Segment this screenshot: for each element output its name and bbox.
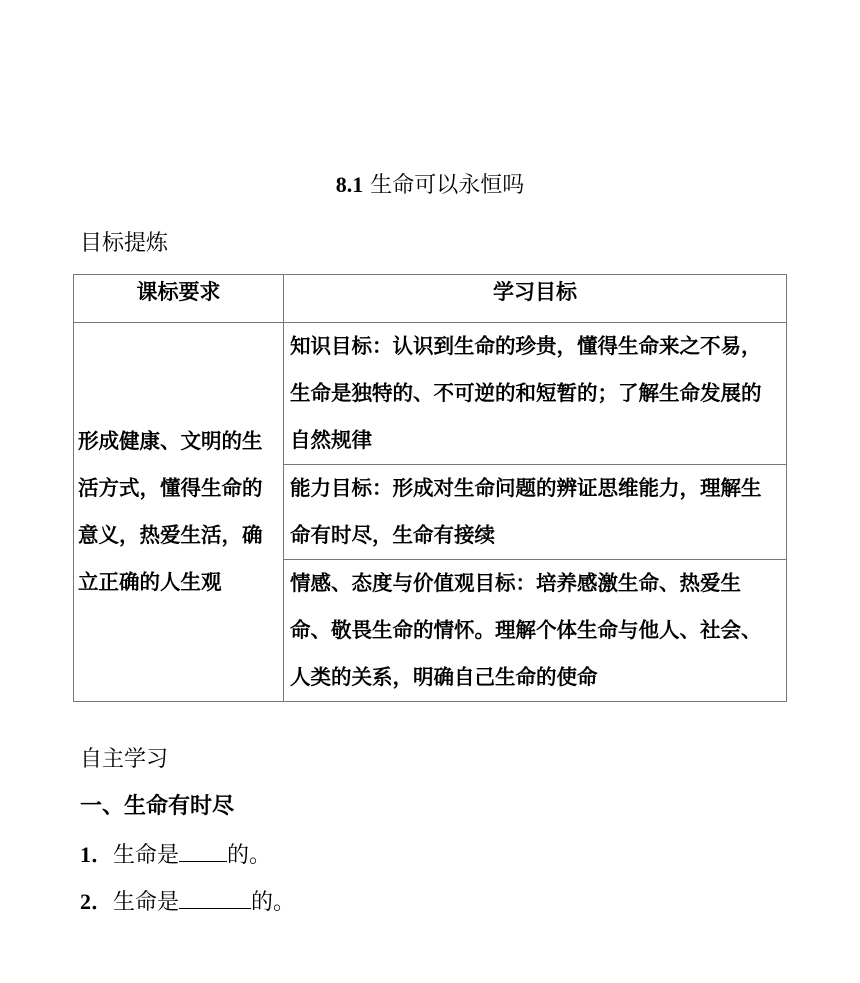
header-cell-requirements: 课标要求 — [74, 275, 284, 323]
subsection-heading: 一、生命有时尽 — [80, 794, 235, 819]
section-heading-goals: 目标提炼 — [80, 231, 169, 256]
title-number: 8.1 — [335, 172, 364, 197]
title-text: 生命可以永恒吗 — [370, 173, 525, 198]
answer-blank[interactable] — [179, 841, 227, 862]
table-row — [74, 323, 787, 465]
table-header-row — [74, 275, 787, 323]
question-number: 1． — [80, 842, 114, 867]
question-text-end: 的。 — [251, 890, 296, 915]
question-text: 生命是 — [113, 843, 180, 868]
question-2 — [80, 887, 295, 918]
question-number: 2． — [80, 889, 114, 914]
objective-ability-cell: 能力目标：形成对生命问题的辨证思维能力，理解生命有时尽，生命有接续 — [284, 465, 787, 560]
page-title — [0, 170, 860, 201]
header-cell-objectives: 学习目标 — [284, 275, 787, 323]
question-text-end: 的。 — [227, 843, 272, 868]
requirements-cell: 形成健康、文明的生活方式，懂得生命的意义，热爱生活，确立正确的人生观 — [74, 323, 284, 702]
question-text: 生命是 — [113, 890, 180, 915]
question-1 — [80, 840, 271, 871]
section-heading-self-study: 自主学习 — [80, 747, 169, 772]
objective-emotion-cell: 情感、态度与价值观目标：培养感激生命、热爱生命、敬畏生命的情怀。理解个体生命与他人、社会、人类的关系，明确自己生命的使命 — [284, 560, 787, 702]
goals-table — [73, 274, 787, 702]
objective-knowledge-cell: 知识目标：认识到生命的珍贵，懂得生命来之不易，生命是独特的、不可逆的和短暂的；了解生命发展的自然规律 — [284, 323, 787, 465]
answer-blank[interactable] — [179, 888, 251, 909]
